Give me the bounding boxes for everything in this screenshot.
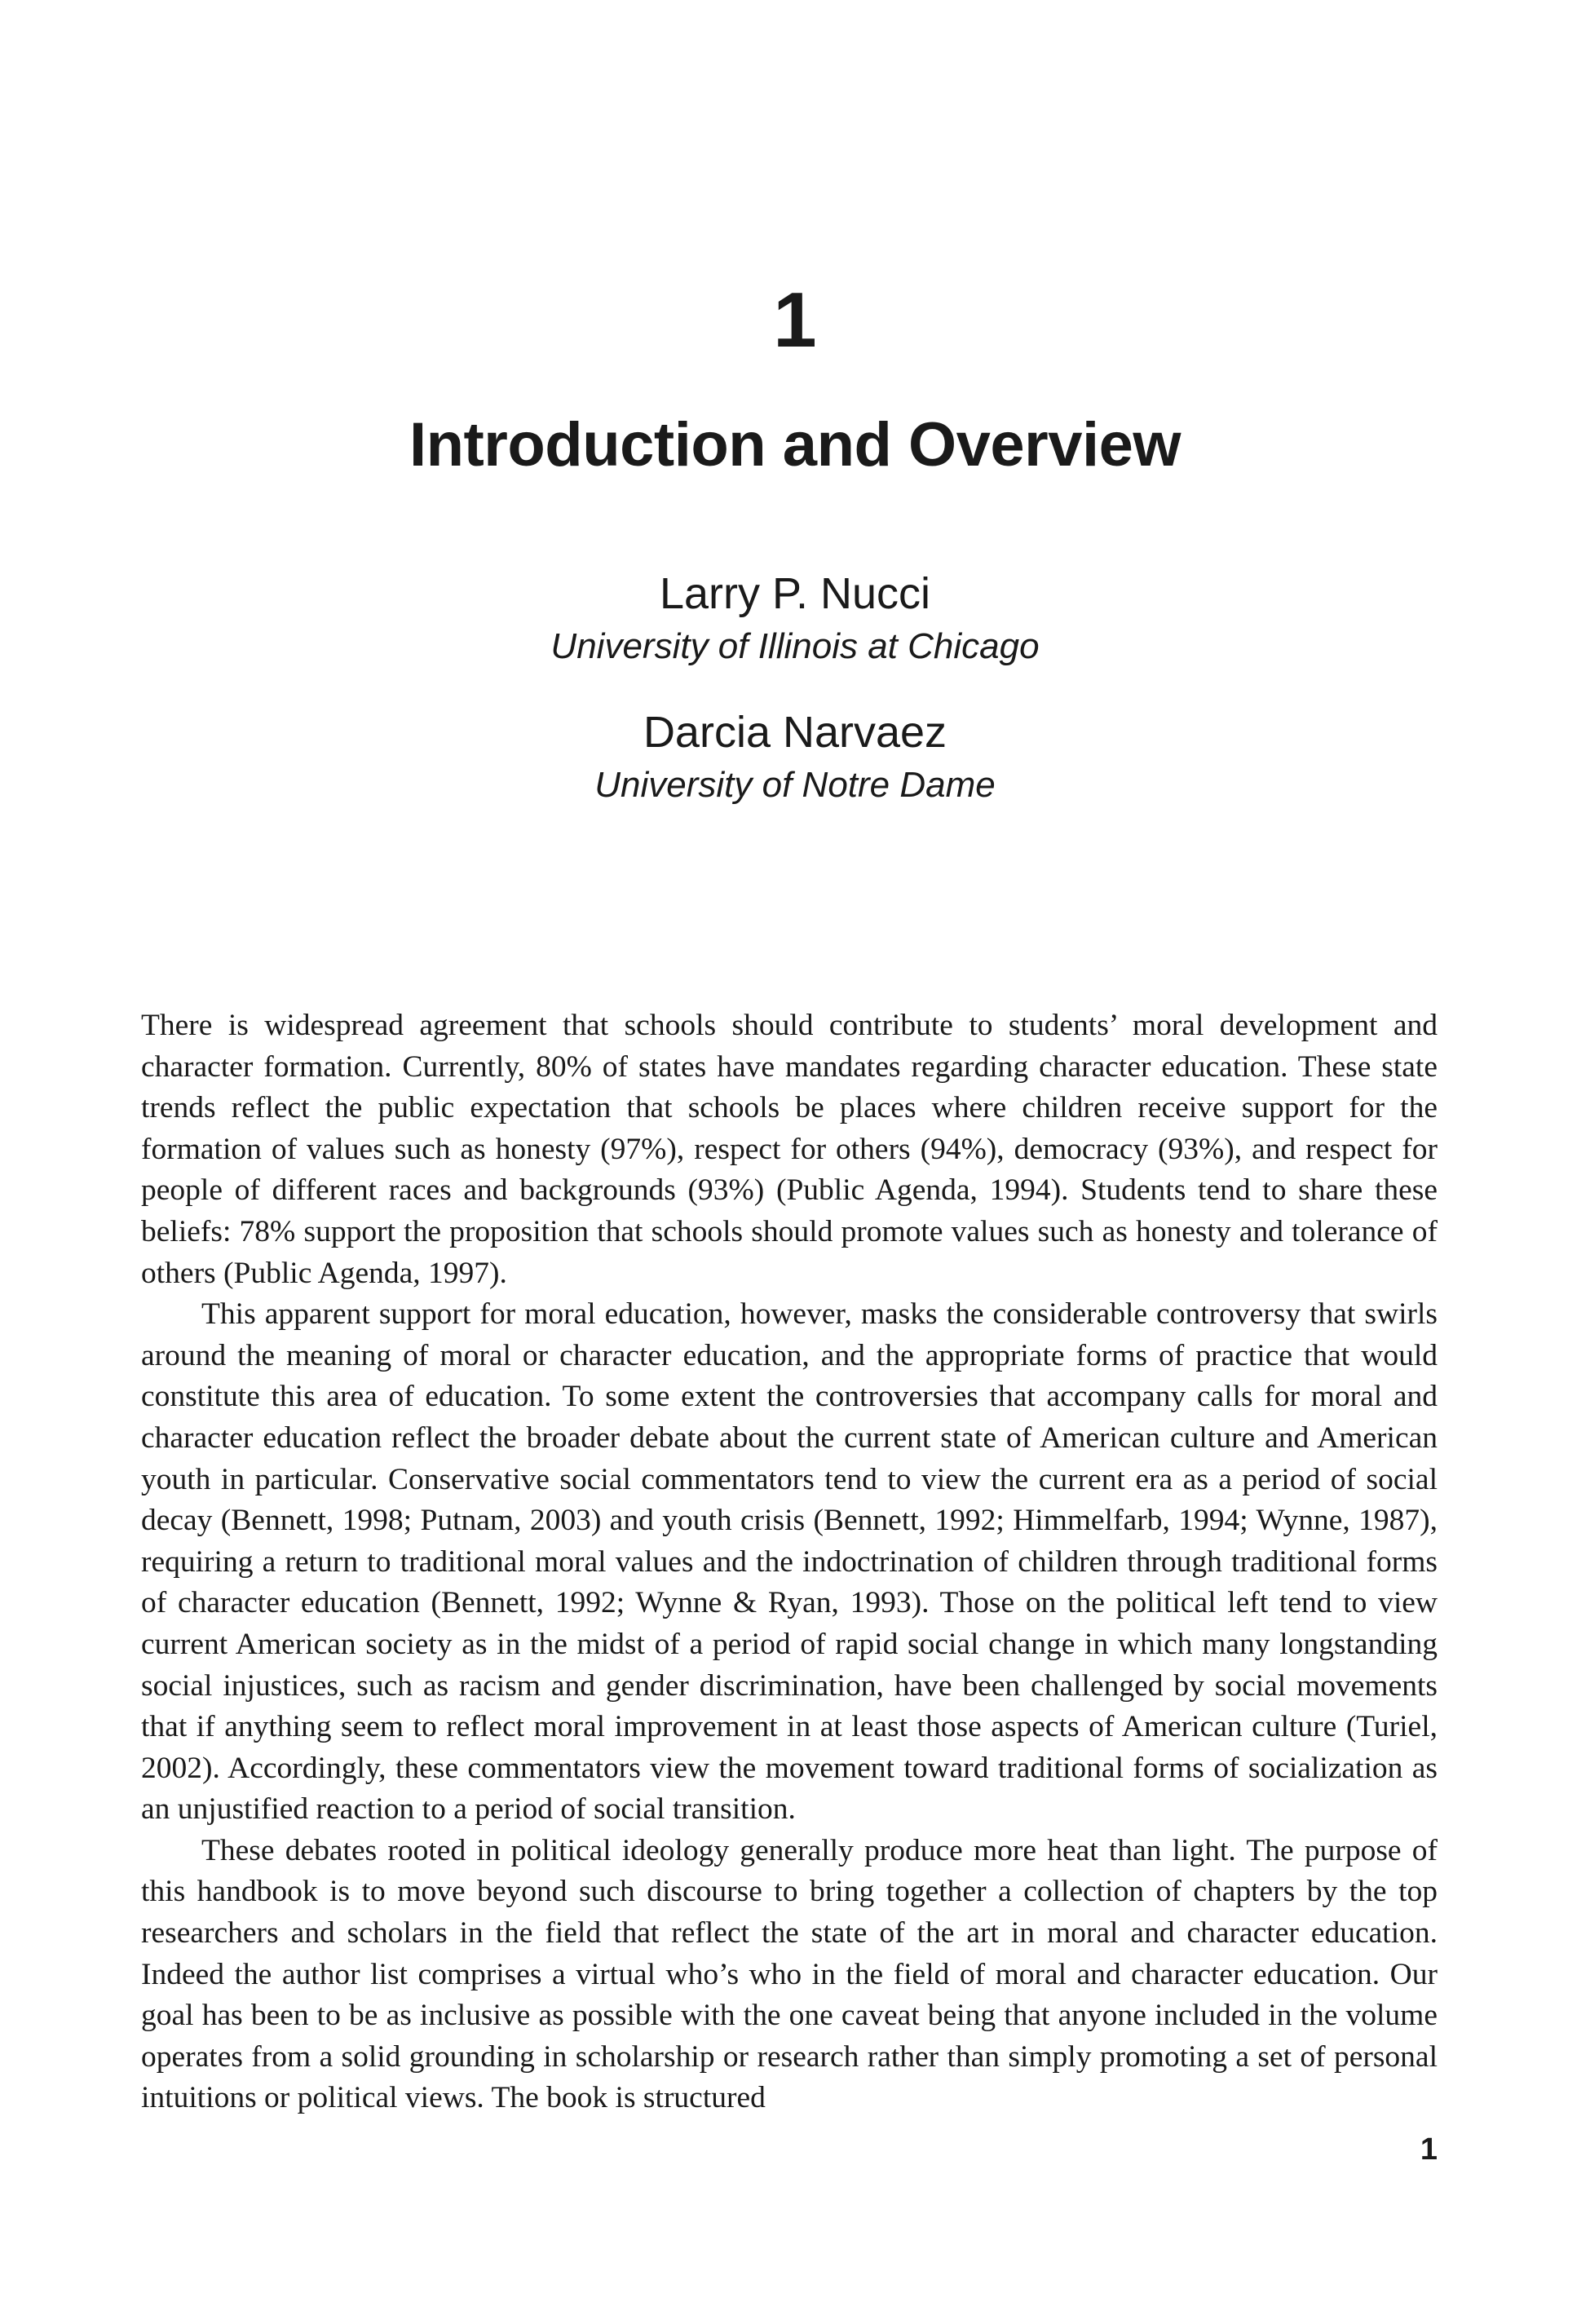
chapter-title: Introduction and Overview bbox=[409, 410, 1181, 479]
body-paragraph: There is widespread agreement that schools should contribute to students’ moral development and character formation. Currently, 80% of states have mandates regarding character education. These state trends reflect the public expectation that schools be places where children receive support for the formation of values such as honesty (97%), respect for others (94%), democracy (93%), and respect for people of different races and backgrounds (93%) (Public Agenda, 1994). Students tend to share these beliefs: 78% support the proposition that schools should promote values such as honesty and tolerance of others (Public Agenda, 1997). bbox=[141, 1009, 1438, 1290]
author-block bbox=[0, 704, 1590, 810]
author-name: Larry P. Nucci bbox=[659, 569, 931, 618]
author-affiliation: University of Notre Dame bbox=[594, 765, 996, 805]
body-text bbox=[141, 1005, 1438, 2119]
chapter-number: 1 bbox=[773, 276, 817, 364]
author-name: Darcia Narvaez bbox=[643, 708, 947, 757]
body-paragraph: These debates rooted in political ideology generally produce more heat than light. The purpose of this handbook is to move beyond such discourse to bring together a collection of chapters by the top researchers and scholars in the field that reflect the state of the art in moral and character education. Indeed the author list comprises a virtual who’s who in the field of moral and character education. Our goal has been to be as inclusive as possible with the one caveat being that anyone included in the volume operates from a solid grounding in scholarship or research rather than simply promoting a set of personal intuitions or political views. The book is structured bbox=[141, 1833, 1438, 2115]
author-affiliation: University of Illinois at Chicago bbox=[550, 626, 1040, 666]
page-number: 1 bbox=[1420, 2132, 1438, 2167]
author-block bbox=[0, 565, 1590, 671]
body-paragraph: This apparent support for moral education, however, masks the considerable controversy that swirls around the meaning of moral or character education, and the appropriate forms of practice that would constitute this area of education. To some extent the controversies that accompany calls for moral and character education reflect the broader debate about the current state of American culture and American youth in particular. Conservative social commentators tend to view the current era as a period of social decay (Bennett, 1998; Putnam, 2003) and youth crisis (Bennett, 1992; Himmelfarb, 1994; Wynne, 1987), requiring a return to traditional moral values and the indoctrination of children through traditional forms of character education (Bennett, 1992; Wynne & Ryan, 1993). Those on the political left tend to view current American society as in the midst of a period of rapid social change in which many longstanding social injustices, such as racism and gender discrimination, have been challenged by social movements that if anything seem to reflect moral improvement in at least those aspects of American culture (Turiel, 2002). Accordingly, these commentators view the movement toward traditional forms of socialization as an unjustified reaction to a period of social transition. bbox=[141, 1297, 1438, 1827]
